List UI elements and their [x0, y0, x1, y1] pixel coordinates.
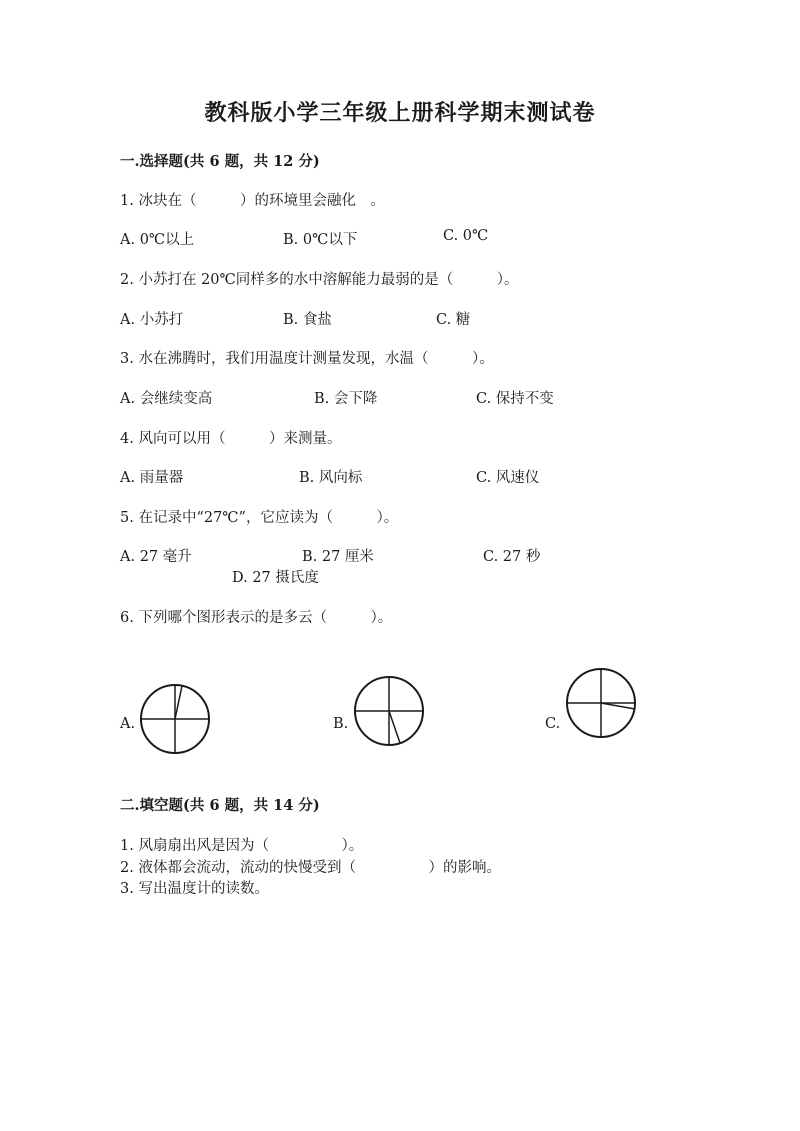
option-b: B. 风向标 [299, 470, 363, 486]
option-a: A. 会继续变高 [120, 391, 213, 407]
option-b: B. 0℃以下 [283, 232, 358, 248]
cloud-symbol-figure-c [565, 667, 639, 741]
option-c: C. 保持不变 [476, 391, 554, 407]
option-d: D. 27 摄氏度 [232, 570, 319, 586]
option-a: A. 小苏打 [120, 312, 184, 328]
option-c: C. 风速仪 [476, 470, 540, 486]
option-a: A. 雨量器 [120, 470, 184, 486]
figure-label-b: B. [333, 716, 349, 732]
figure-label-c: C. [545, 716, 561, 732]
option-c: C. 27 秒 [483, 549, 541, 565]
question-stem: 3. 水在沸腾时，我们用温度计测量发现，水温（ ）。 [120, 351, 494, 367]
option-a: A. 27 毫升 [120, 549, 192, 565]
figure-label-a: A. [120, 716, 136, 732]
fill-question: 1. 风扇扇出风是因为（ ）。 [120, 838, 364, 854]
page-title: 教科版小学三年级上册科学期末测试卷 [204, 100, 596, 126]
option-a: A. 0℃以上 [120, 232, 195, 248]
option-b: B. 食盐 [283, 312, 332, 328]
section-heading-choice: 一.选择题(共 6 题，共 12 分) [120, 153, 320, 170]
option-c: C. 0℃ [443, 228, 489, 244]
cloud-symbol-figure-b [353, 675, 427, 749]
fill-question: 3. 写出温度计的读数。 [120, 881, 269, 897]
option-c: C. 糖 [436, 312, 471, 328]
question-stem: 4. 风向可以用（ ）来测量。 [120, 431, 342, 447]
section-heading-fill-blank: 二.填空题(共 6 题，共 14 分) [120, 797, 320, 814]
question-stem: 5. 在记录中“27℃”，它应读为（ ）。 [120, 510, 399, 526]
fill-question: 2. 液体都会流动，流动的快慢受到（ ）的影响。 [120, 860, 501, 876]
question-stem: 6. 下列哪个图形表示的是多云（ ）。 [120, 610, 393, 626]
question-stem: 1. 冰块在（ ）的环境里会融化 。 [120, 193, 385, 209]
question-stem: 2. 小苏打在 20℃同样多的水中溶解能力最弱的是（ ）。 [120, 272, 519, 288]
cloud-symbol-figure-a [139, 682, 213, 756]
option-b: B. 27 厘米 [302, 549, 374, 565]
option-b: B. 会下降 [314, 391, 378, 407]
